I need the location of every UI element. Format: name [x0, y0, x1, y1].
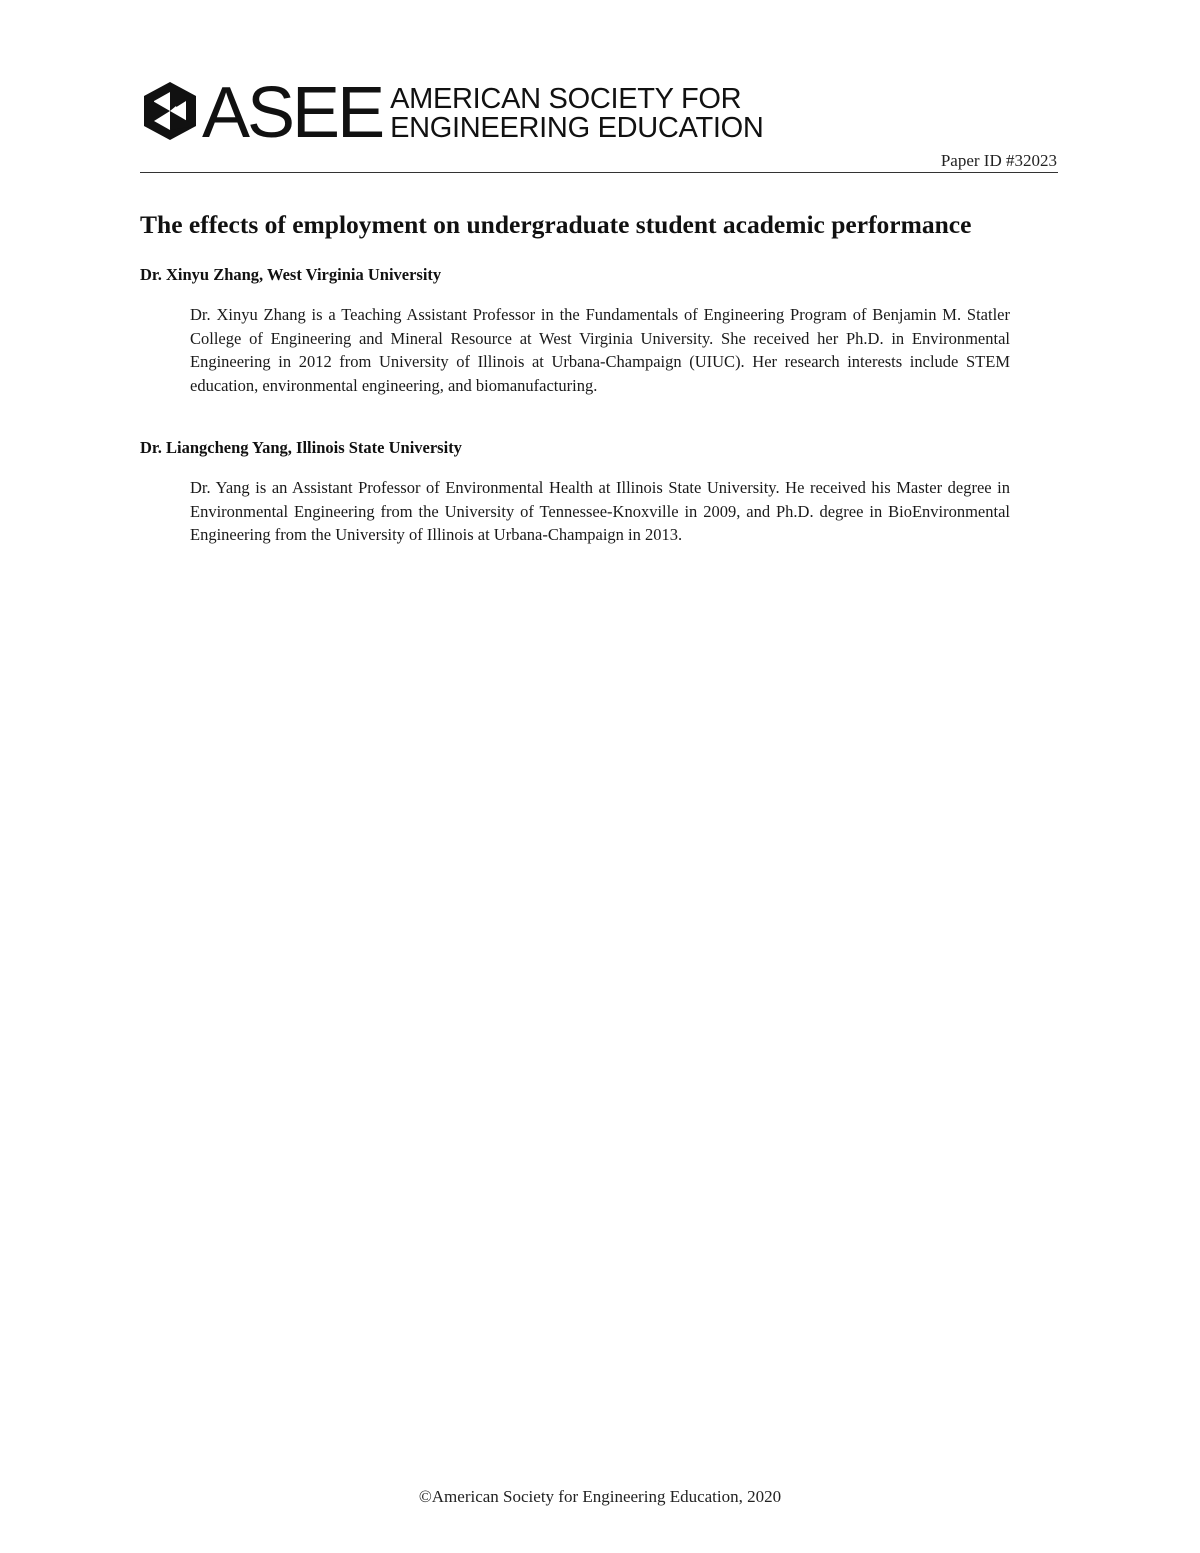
author-bio: Dr. Xinyu Zhang is a Teaching Assistant Professor in the Fundamentals of Engineering Program of Benjamin M. Statler College of Engineering and Mineral Resource at West Virginia University. She received her Ph.D. in Environmental Engineering in 2012 from University of Illinois at Urbana-Champaign (UIUC). Her research interests include STEM education, environmental engineering, and biomanufacturing. — [190, 305, 1010, 395]
author-bio: Dr. Yang is an Assistant Professor of Environmental Health at Illinois State University. He received his Master degree in Environmental Engineering from the University of Tennessee-Knoxville in 2009, and Ph.D. degree in BioEnvironmental Engineering from the University of Illinois at Urbana-Champaign in 2013. — [190, 478, 1010, 544]
copyright-footer: ©American Society for Engineering Education, 2020 — [418, 1487, 782, 1506]
author-name: Dr. Liangcheng Yang, Illinois State University — [140, 438, 462, 457]
logo-wordmark: ASEE — [202, 73, 383, 153]
paper-title: The effects of employment on undergraduate student academic performance — [140, 210, 972, 239]
logo-society-name — [390, 85, 763, 143]
asee-logo-mark-icon — [140, 80, 200, 142]
author-name: Dr. Xinyu Zhang, West Virginia University — [140, 265, 442, 284]
asee-logo — [140, 73, 764, 153]
header-divider — [140, 172, 1058, 173]
paper-id: Paper ID #32023 — [940, 151, 1057, 170]
logo-line-1: AMERICAN SOCIETY FOR — [390, 83, 742, 115]
logo-line-2: ENGINEERING EDUCATION — [390, 112, 764, 144]
